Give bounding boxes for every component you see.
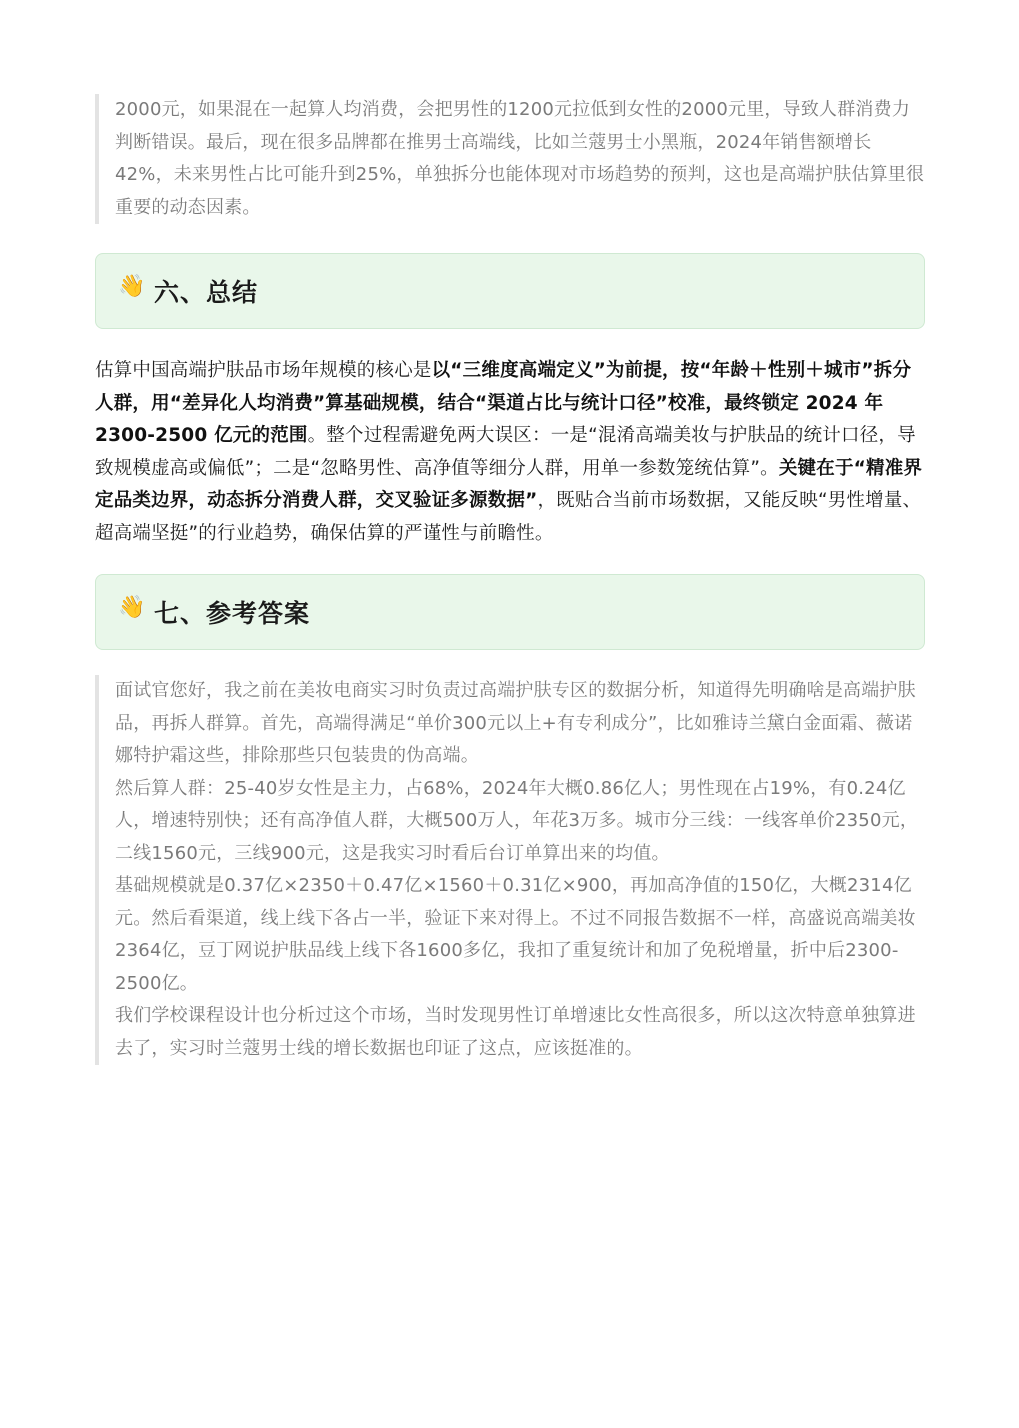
waving-hand-icon: 👋 bbox=[118, 595, 146, 620]
summary-text: ，既贴合当前市场数据，又能反映“男性增量、超高端坚挺”的行业趋势，确保估算的严谨性与前瞻性。 bbox=[95, 490, 922, 544]
section-header-summary bbox=[95, 253, 925, 329]
summary-text: 。整个过程需避免两大误区：一是“混淆高端美妆与护肤品的统计口径，导致规模虚高或偏低”；二是“忽略男性、高净值等细分人群，用单一参数笼统估算”。 bbox=[95, 425, 916, 479]
section-title: 七、参考答案 bbox=[154, 599, 311, 628]
answer-paragraph: 面试官您好，我之前在美妆电商实习时负责过高端护肤专区的数据分析，知道得先明确啥是高端护肤品，再拆人群算。首先，高端得满足“单价300元以上+有专利成分”，比如雅诗兰黛白金面霜、薇诺娜特护霜这些，排除那些只包装贵的伪高端。 bbox=[115, 680, 916, 766]
quote-block-answer bbox=[95, 675, 925, 1065]
summary-paragraph bbox=[95, 355, 925, 550]
answer-paragraph: 我们学校课程设计也分析过这个市场，当时发现男性订单增速比女性高很多，所以这次特意单独算进去了，实习时兰蔻男士线的增长数据也印证了这点，应该挺准的。 bbox=[115, 1005, 916, 1059]
section-header-reference-answer bbox=[95, 574, 925, 650]
quote-block-top bbox=[95, 94, 925, 224]
summary-bold-text: 关键在于“精准界定品类边界，动态拆分消费人群，交叉验证多源数据” bbox=[95, 457, 923, 511]
waving-hand-icon: 👋 bbox=[118, 274, 146, 299]
quote-paragraph: 2000元，如果混在一起算人均消费，会把男性的1200元拉低到女性的2000元里，导致人群消费力判断错误。最后，现在很多品牌都在推男士高端线，比如兰蔻男士小黑瓶，2024年销售额增长42%，未来男性占比可能升到25%，单独拆分也能体现对市场趋势的预判，这也是高端护肤估算里很重要的动态因素。 bbox=[115, 99, 925, 218]
answer-paragraph: 然后算人群：25-40岁女性是主力，占68%，2024年大概0.86亿人；男性现在占19%，有0.24亿人，增速特别快；还有高净值人群，大概500万人，年花3万多。城市分三线：一线客单价2350元，二线1560元，三线900元，这是我实习时看后台订单算出来的均值。 bbox=[115, 777, 919, 864]
summary-bold-text: 以“三维度高端定义”为前提，按“年龄＋性别＋城市”拆分人群，用“差异化人均消费”算基础规模，结合“渠道占比与统计口径”校准，最终锁定 2024 年 2300-2500 亿元的范围 bbox=[95, 360, 912, 446]
section-title: 六、总结 bbox=[154, 278, 259, 307]
document-page bbox=[95, 94, 925, 1065]
answer-paragraph: 基础规模就是0.37亿×2350＋0.47亿×1560＋0.31亿×900，再加高净值的150亿，大概2314亿元。然后看渠道，线上线下各占一半，验证下来对得上。不过不同报告数据不一样，高盛说高端美妆2364亿，豆丁网说护肤品线上线下各1600多亿，我扣了重复统计和加了免税增量，折中后2300-2500亿。 bbox=[115, 875, 916, 994]
summary-text: 估算中国高端护肤品市场年规模的核心是 bbox=[95, 360, 432, 381]
